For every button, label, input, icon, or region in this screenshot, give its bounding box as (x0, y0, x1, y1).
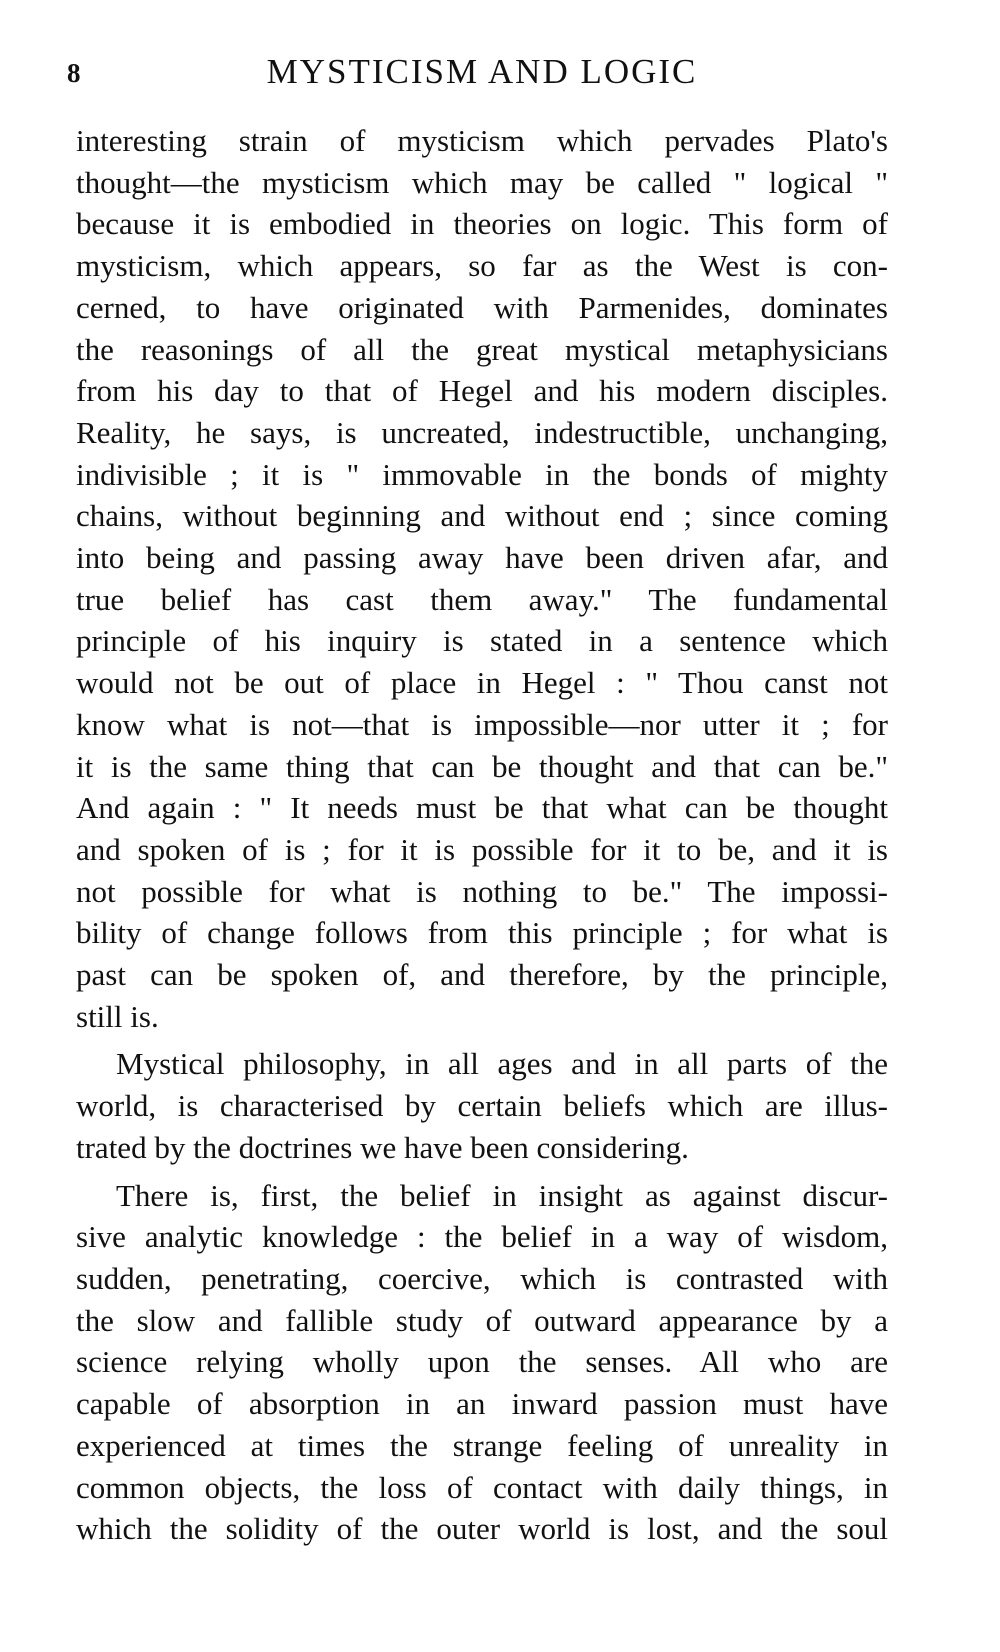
text-line: it is the same thing that can be thought and that can be." (76, 748, 888, 784)
text-line: past can be spoken of, and therefore, by the principle, (76, 957, 888, 993)
text-line: sive analytic knowledge : the belief in a way of wisdom, (76, 1219, 888, 1255)
text-line: and spoken of is ; for it is possible for it to be, and it is (76, 831, 888, 867)
text-line: into being and passing away have been driven afar, and (76, 540, 888, 576)
text-line: from his day to that of Hegel and his modern disciples. (76, 373, 888, 409)
text-line: chains, without beginning and without end ; since coming (76, 498, 888, 534)
paragraph-mystical-philosophy (76, 1043, 888, 1168)
text-line: common objects, the loss of contact with daily things, in (76, 1469, 888, 1505)
paragraph-parmenides (76, 120, 888, 1037)
text-line: indivisible ; it is " immovable in the bonds of mighty (76, 456, 888, 492)
text-line: mysticism, which appears, so far as the West is con- (76, 248, 888, 284)
running-title: MYSTICISM AND LOGIC (266, 52, 698, 91)
text-line: know what is not—that is impossible—nor utter it ; for (76, 706, 888, 742)
text-line: true belief has cast them away." The fundamental (76, 581, 888, 617)
book-page (67, 48, 888, 1550)
text-line: world, is characterised by certain beliefs which are illus- (76, 1088, 888, 1124)
text-line: the reasonings of all the great mystical metaphysicians (76, 331, 888, 367)
text-line: trated by the doctrines we have been considering. (76, 1129, 689, 1165)
text-line: still is. (76, 998, 159, 1034)
text-line: would not be out of place in Hegel : " Thou canst not (76, 665, 888, 701)
text-line: bility of change follows from this principle ; for what is (76, 915, 888, 951)
text-line: science relying wholly upon the senses. All who are (76, 1344, 888, 1380)
text-line: capable of absorption in an inward passion must have (76, 1386, 888, 1422)
running-header (67, 48, 888, 104)
text-line: not possible for what is nothing to be." The impossi- (76, 873, 888, 909)
text-line: the slow and fallible study of outward appearance by a (76, 1302, 888, 1338)
text-line: Mystical philosophy, in all ages and in all parts of the (116, 1046, 888, 1082)
body-text (76, 120, 888, 1550)
text-line: experienced at times the strange feeling of unreality in (76, 1427, 888, 1463)
page-number: 8 (67, 58, 81, 88)
text-line: principle of his inquiry is stated in a sentence which (76, 623, 888, 659)
text-line: interesting strain of mysticism which pervades Plato's (76, 123, 888, 158)
text-line: There is, first, the belief in insight as against discur- (116, 1177, 888, 1213)
text-line: sudden, penetrating, coercive, which is contrasted with (76, 1260, 888, 1296)
text-line: cerned, to have originated with Parmenides, dominates (76, 289, 888, 325)
text-line: which the solidity of the outer world is lost, and the soul (76, 1511, 888, 1547)
text-line: thought—the mysticism which may be called " logical " (76, 164, 888, 200)
text-line: And again : " It needs must be that what can be thought (76, 790, 888, 826)
text-line: because it is embodied in theories on logic. This form of (76, 206, 888, 242)
paragraph-insight (76, 1175, 888, 1550)
text-line: Reality, he says, is uncreated, indestructible, unchanging, (76, 414, 888, 450)
